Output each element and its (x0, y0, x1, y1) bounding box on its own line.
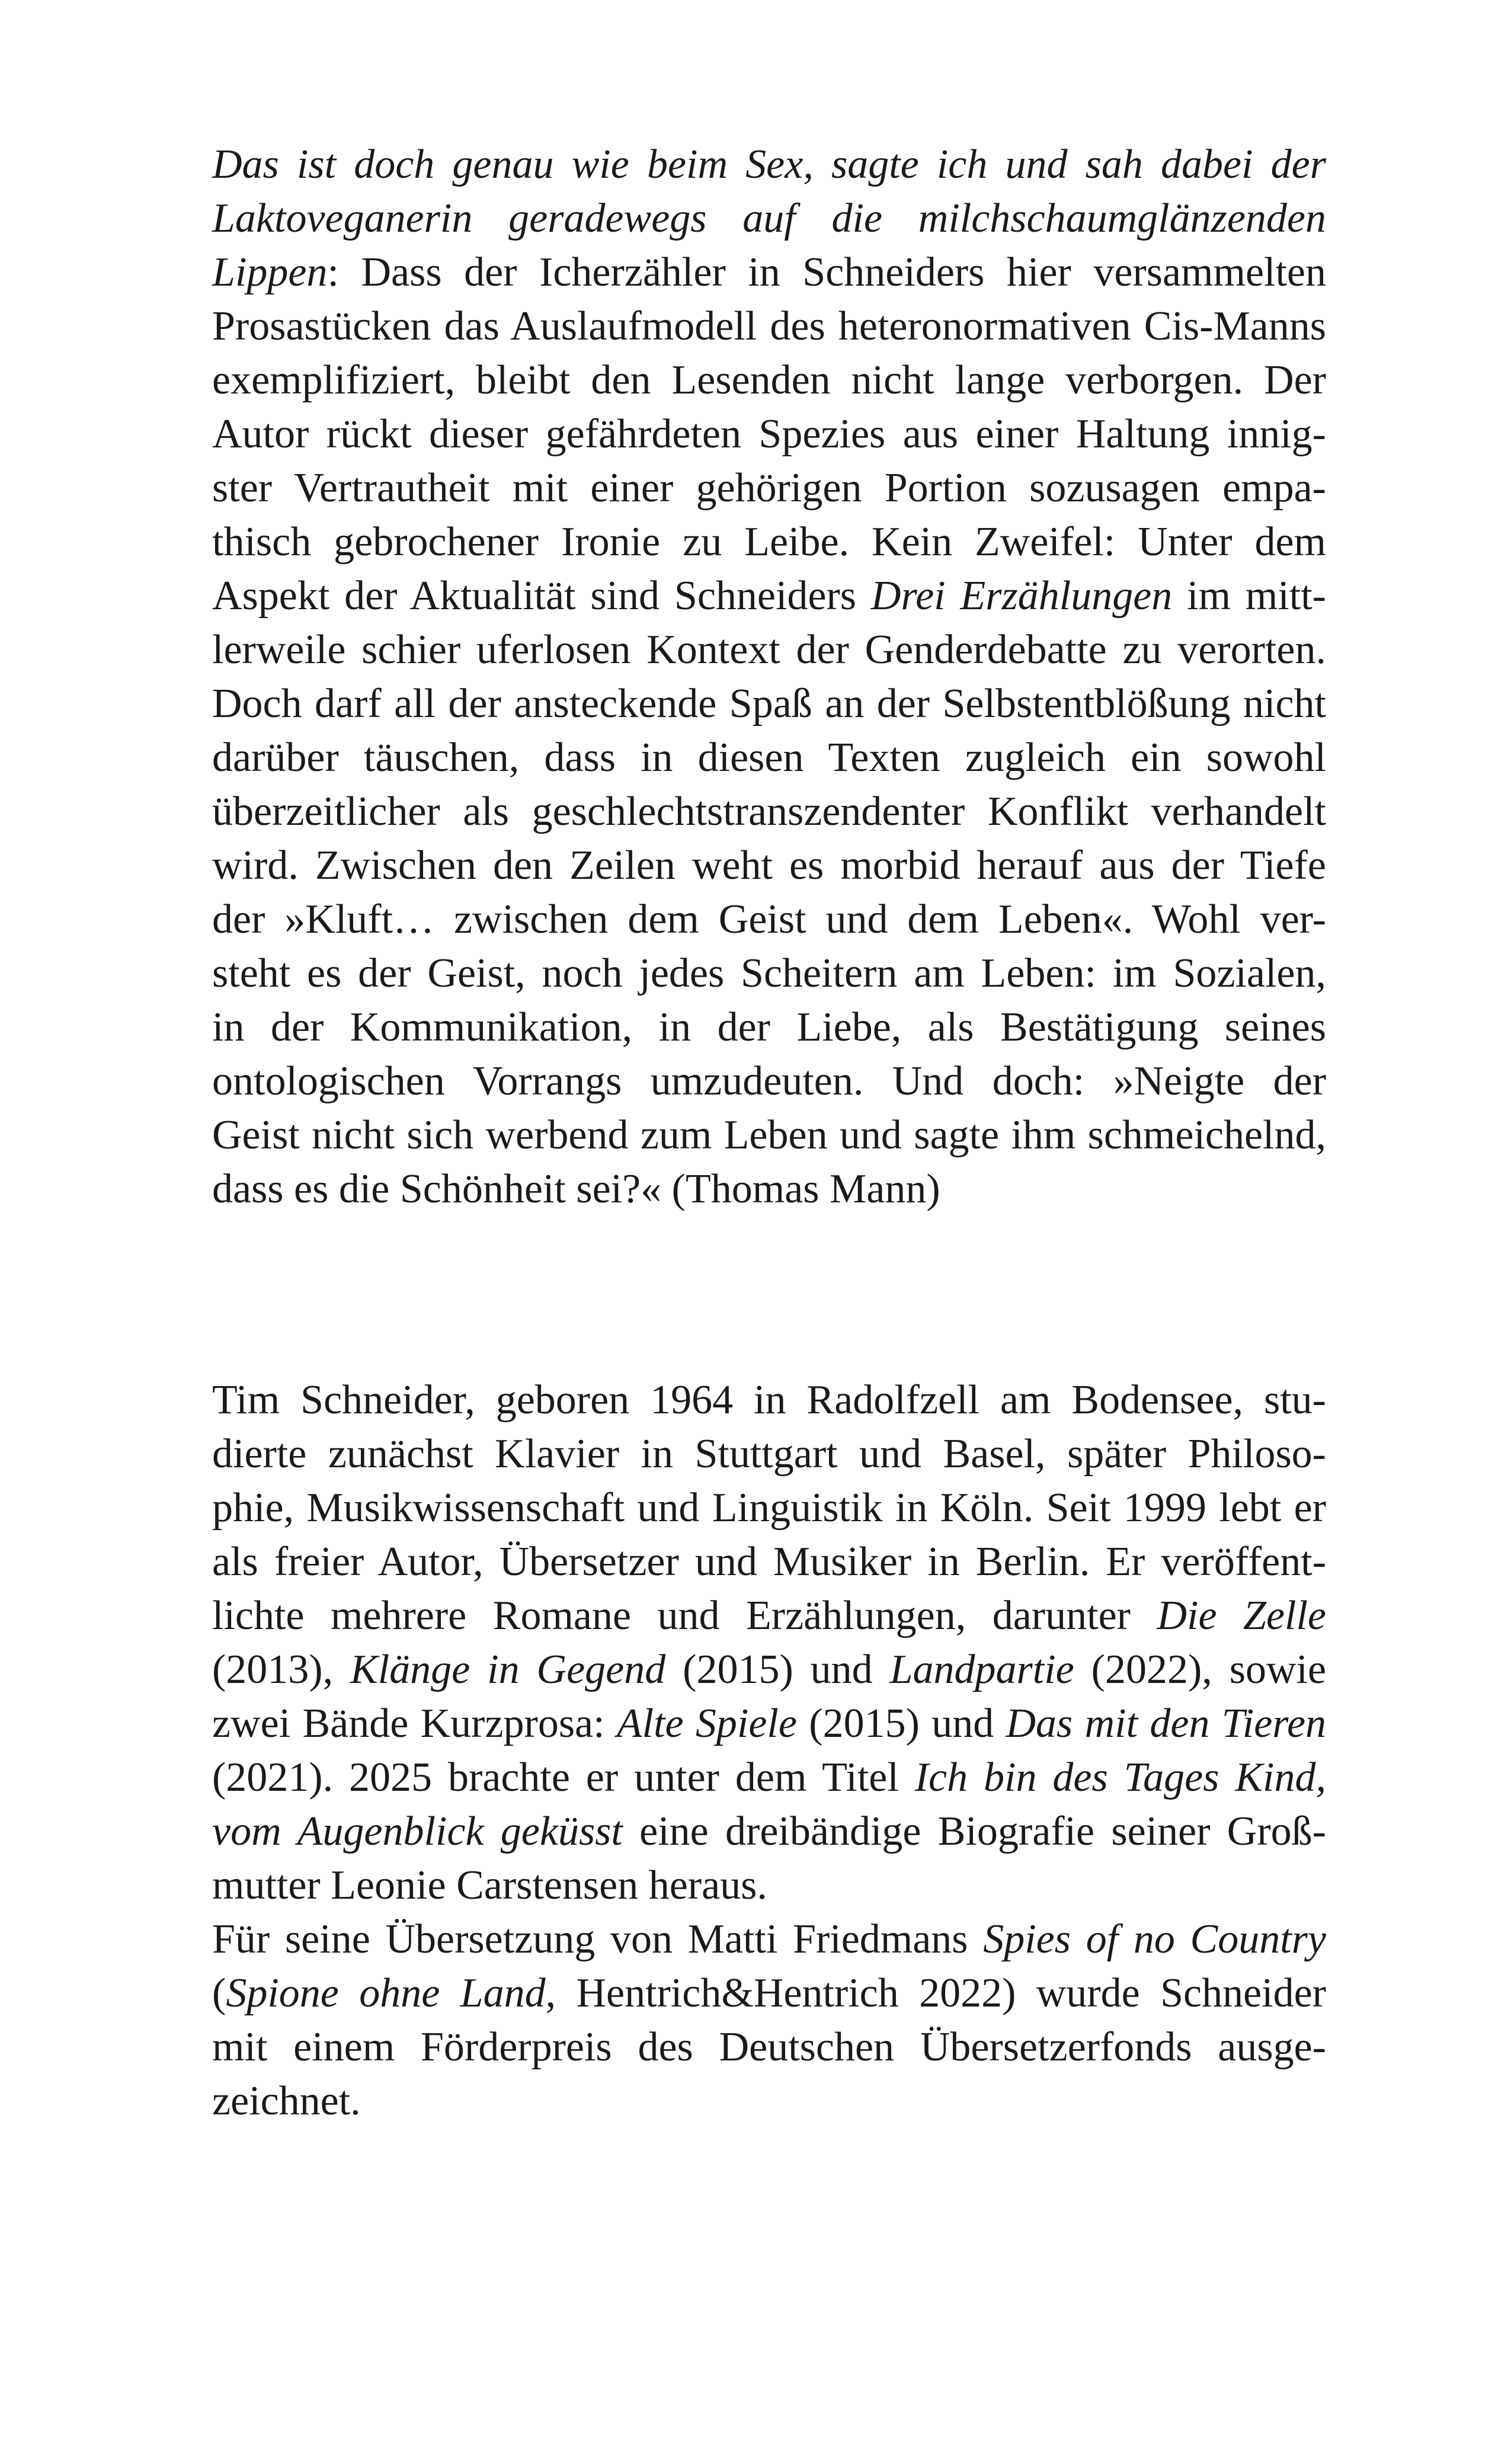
text-span: (2021). 2025 brachte er unter dem Titel (212, 1755, 915, 1800)
text-span: Geist nicht sich werbend zum Leben und sagte ihm schmeichelnd, (212, 1112, 1326, 1158)
text-line (212, 299, 1326, 353)
text-line (212, 1804, 1326, 1858)
text-line (212, 1858, 1326, 1912)
text-span: Für seine Übersetzung von Matti Friedmans (212, 1916, 984, 1962)
italic-text-span: Klänge in Gegend (350, 1647, 666, 1692)
text-line (212, 677, 1326, 731)
text-span: Doch darf all der ansteckende Spaß an der Selbstentblößung nicht (212, 681, 1326, 727)
text-line (212, 1481, 1326, 1535)
text-line (212, 839, 1326, 892)
text-span: darüber täuschen, dass in diesen Texten zugleich ein sowohl (212, 735, 1326, 780)
text-span: : Dass der Icherzähler in Schneiders hier versammelten (327, 249, 1326, 295)
text-span: dass es die Schönheit sei?« (Thomas Mann) (212, 1166, 940, 1212)
text-span: mit einem Förderpreis des Deutschen Übersetzerfonds ausge- (212, 2024, 1326, 2070)
text-span: in der Kommunikation, in der Liebe, als Bestätigung seines (212, 1004, 1326, 1050)
author-biography (212, 1373, 1326, 2128)
italic-text-span: Lippen (212, 249, 328, 295)
text-line (212, 892, 1326, 946)
text-span: (2015) und (665, 1647, 890, 1692)
text-line (212, 785, 1326, 839)
text-line (212, 946, 1326, 1000)
text-span: thisch gebrochener Ironie zu Leibe. Kein Zweifel: Unter dem (212, 519, 1326, 565)
text-span: steht es der Geist, noch jedes Scheitern am Leben: im Sozialen, (212, 951, 1326, 996)
text-span: Aspekt der Aktualität sind Schneiders (212, 573, 871, 619)
text-span: dierte zunächst Klavier in Stuttgart und Basel, später Philoso- (212, 1431, 1326, 1477)
text-span: überzeitlicher als geschlechtstranszendenter Konflikt verhandelt (212, 789, 1326, 834)
text-line (212, 1697, 1326, 1751)
text-line (212, 1966, 1326, 2020)
text-span: , Hentrich&Hentrich 2022) wurde Schneider (545, 1970, 1326, 2016)
text-span: der »Kluft… zwischen dem Geist und dem Leben«. Wohl ver- (212, 897, 1326, 942)
text-line (212, 407, 1326, 461)
italic-text-span: Laktoveganerin geradewegs auf die milchschaumglänzenden (212, 196, 1326, 241)
text-line (212, 245, 1326, 299)
text-line (212, 1751, 1326, 1804)
text-line (212, 569, 1326, 623)
text-line (212, 1000, 1326, 1054)
text-line (212, 1912, 1326, 1966)
text-line (212, 1054, 1326, 1108)
text-line (212, 137, 1326, 191)
text-line (212, 191, 1326, 245)
text-line (212, 1427, 1326, 1481)
text-span: (2013), (212, 1647, 351, 1692)
italic-text-span: Spione ohne Land (226, 1970, 546, 2016)
text-line (212, 1373, 1326, 1427)
text-line (212, 1589, 1326, 1643)
text-line (212, 461, 1326, 515)
text-span: ontologischen Vorrangs umzudeuten. Und doch: »Neigte der (212, 1058, 1326, 1104)
text-line (212, 1108, 1326, 1162)
italic-text-span: Ich bin des Tages Kind, (914, 1755, 1326, 1800)
italic-text-span: Das mit den Tieren (1006, 1701, 1327, 1746)
text-span: im mitt- (1172, 573, 1326, 619)
text-line (212, 1162, 1326, 1216)
text-span: zwei Bände Kurzprosa: (212, 1701, 617, 1746)
text-line (212, 515, 1326, 569)
text-span: zeichnet. (212, 2078, 361, 2124)
text-line (212, 731, 1326, 785)
text-span: eine dreibändige Biografie seiner Groß- (622, 1809, 1326, 1854)
text-span: Prosastücken das Auslaufmodell des heteronormativen Cis-Manns (212, 303, 1326, 349)
text-span: ster Vertrautheit mit einer gehörigen Portion sozusagen empa- (212, 465, 1326, 511)
italic-text-span: Das ist doch genau wie beim Sex, sagte ich und sah dabei der (212, 142, 1326, 187)
text-span: ( (212, 1970, 226, 2016)
italic-text-span: Drei Erzählungen (870, 573, 1173, 619)
text-line (212, 1643, 1326, 1697)
text-span: lichte mehrere Romane und Erzählungen, darunter (212, 1593, 1157, 1639)
text-span: lerweile schier uferlosen Kontext der Genderdebatte zu verorten. (212, 627, 1326, 673)
italic-text-span: Spies of no Country (983, 1916, 1326, 1962)
text-span: Tim Schneider, geboren 1964 in Radolfzell am Bodensee, stu- (212, 1377, 1326, 1423)
text-line (212, 2074, 1326, 2128)
text-span: wird. Zwischen den Zeilen weht es morbid herauf aus der Tiefe (212, 843, 1326, 888)
italic-text-span: vom Augenblick geküsst (212, 1809, 623, 1854)
text-line (212, 1535, 1326, 1589)
italic-text-span: Landpartie (889, 1647, 1074, 1692)
text-line (212, 623, 1326, 677)
text-line (212, 2020, 1326, 2074)
italic-text-span: Die Zelle (1157, 1593, 1326, 1639)
text-span: phie, Musikwissenschaft und Linguistik in Köln. Seit 1999 lebt er (212, 1485, 1326, 1531)
text-span: Autor rückt dieser gefährdeten Spezies aus einer Haltung innig- (212, 411, 1326, 457)
text-line (212, 353, 1326, 407)
text-span: mutter Leonie Carstensen heraus. (212, 1863, 767, 1908)
text-span: exemplifiziert, bleibt den Lesenden nicht lange verborgen. Der (212, 357, 1326, 403)
review-paragraph (212, 137, 1326, 1216)
text-span: (2015) und (796, 1701, 1006, 1746)
italic-text-span: Alte Spiele (616, 1701, 797, 1746)
text-span: als freier Autor, Übersetzer und Musiker in Berlin. Er veröffent- (212, 1539, 1326, 1585)
text-span: (2022), sowie (1074, 1647, 1327, 1692)
